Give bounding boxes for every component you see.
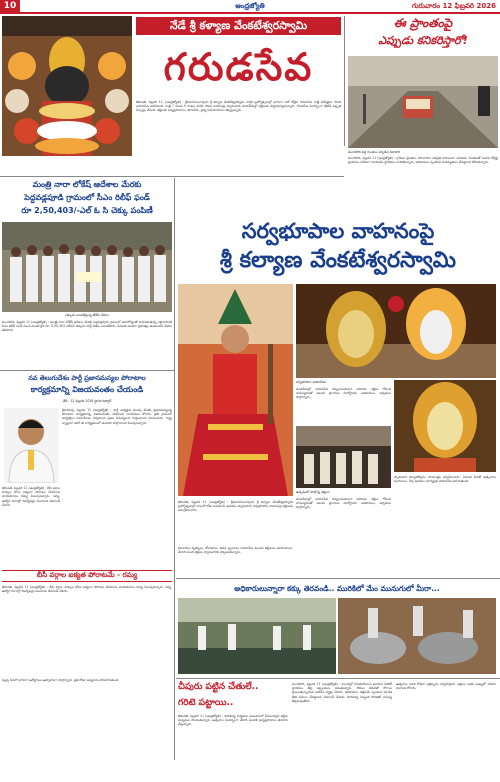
- road-photo: [348, 56, 498, 148]
- bc-body: శ్రీకాళహస్తి, ఫిబ్రవరి 11 (ఆంధ్రజ్యోతి) : పార్టీ అధ్యక్షుని పిలుపు మేరకు ప్రజాసమస్యలపై పోరాటాల కార్యక్రమాన్ని విజయవంతం చేయాలని నాయకులు కోరారు. ప్రతి గ్రామంలో కార్యకర్తలు సమావేశాలు నిర్వహించి ప్రజల సమస్యలను గుర్తించాలని సూచించారు. రాష్ట్ర వ్యాప్తంగా జరిగే ఈ కార్యక్రమంలో అందరూ పాల్గొనాలని పిలుపునిచ్చారు.: [62, 408, 172, 425]
- center-body: కళాకారుల నృత్యాలు, కోలాటాలు, భజన బృందాలు వాహనసేవ ముందు భక్తులను అలరించాయి. వేలాది మంది భక్తులు స్వామివారిని దర్శించుకున్నారు.: [178, 546, 293, 555]
- banner-line-2: శ్రీ కల్యాణ వేంకటేశ్వరస్వామి: [219, 248, 457, 273]
- right-body-3: మాడవీధుల్లో వాహనసేవ కన్నులపండువగా జరిగింది. భక్తుల గోవింద నామస్మరణతో ఆలయ ప్రాంగణం మార్మోగింది. అధికారులు, అర్చకులు పాల్గొన్నారు.: [296, 497, 391, 510]
- left-bottom-body: స్వచ్ఛ సేవలో భాగంగా ఉద్యోగులు ఉత్సాహంగా పాల్గొన్నారు. ప్రతి రోజూ అన్నదానం కొనసాగుతుంది.: [2, 678, 120, 682]
- bc-headline-2: కార్యక్రమాన్ని విజయవంతం చేయండి: [30, 385, 144, 394]
- banner-line-1: సర్వభూపాల వాహనంపై: [241, 219, 435, 243]
- bc-sub-body: తిరుపతి, ఫిబ్రవరి 11 (ఆంధ్రజ్యోతి) : బీసీ వర్గాల హక్కుల కోసం ఐక్యంగా పోరాటం చేయాలని నాయకురాలు రమ్య పిలుపునిచ్చారు. విద్య, ఉద్యోగ రంగాల్లో రిజర్వేషన్లు పెంచాలని డిమాండ్ చేశారు.: [2, 585, 172, 594]
- vahanam-photo: [296, 284, 496, 378]
- bc-body-continued: తిరుపతి, ఫిబ్రవరి 11 (ఆంధ్రజ్యోతి) : బీసీ వర్గాల హక్కుల కోసం ఐక్యంగా పోరాటం చేయాలని నాయకురాలు రమ్య పిలుపునిచ్చారు. విద్య, ఉద్యోగ రంగాల్లో రిజర్వేషన్లు పెంచాలని డిమాండ్ చేశారు.: [2, 486, 60, 507]
- side-body: మంగళగిరి, ఫిబ్రవరి 11 (ఆంధ్రజ్యోతి) : గ్రామీణ ప్రాంతాల రహదారుల పరిస్థితి దారుణంగా మారింది. గుంతలతో నిండిన రోడ్లపై ప్రయాణం నరకంగా మారిందని స్థానికులు వాపోతున్నారు. అధికారులు స్పందించి మరమ్మతులు చేపట్టాలని కోరుతున్నారు.: [348, 156, 498, 165]
- politician-photo: [4, 408, 59, 483]
- mla-body: మంగళగిరి, ఫిబ్రవరి 11 (ఆంధ్రజ్యోతి) : మంత్రి నారా లోకేష్ ఆదేశాల మేరకు పెద్దవడ్లపూడి గ్రామంలో అనారోగ్యంతో బాధపడుతున్న లబ్ధిదారునికి సీఎం రిలీఫ్ ఫండ్ నుంచి మంజూరైన రూ. 2,50,403 ఎల్ఓసీ చెక్కును పార్టీ నేతలు అందజేశారు. పేదలకు అండగా ప్రభుత్వం ఉంటుందని నేతలు తెలిపారు.: [2, 320, 172, 333]
- lead-body: తిరుపతి, ఫిబ్రవరి 11, (ఆంధ్రజ్యోతి) : శ్రీనివాసమంగాపురం శ్రీ కల్యాణ వేంకటేశ్వరస్వామి వార్షిక బ్రహ్మోత్సవాల్లో భాగంగా ఐదో రోజైన గురువారం రాత్రి విశేషమైన గరుడ వాహనసేవ జరగనుంది. రాత్రి 7 నుంచి 9 గంటల వరకు గరుడ వాహనంపై స్వామివారు మాడవీధుల్లో భక్తులకు దర్శనమివ్వనున్నారు. గరుడసేవ సందర్భంగా టీటీడీ విస్తృత ఏర్పాట్లు చేసింది. భక్తులకు అన్నప్రసాదాలు, తాగునీరు, వైద్య సదుపాయాలు కల్పిస్తున్నారు.: [136, 100, 341, 113]
- bc-sub-head: బీసీ వర్గాల ఐక్యత పోరాటమే - రమ్య: [2, 570, 172, 582]
- side-headline-2: ఎప్పుడు కనికరిస్తారో!: [378, 34, 468, 47]
- deity-photo-garuda: [2, 16, 132, 156]
- bottom-col3: ఉత్సవాల చివరి రోజున చక్రస్నానం నిర్వహిస్తారు. భక్తులు అధిక సంఖ్యలో హాజరు కావాలని కోరారు.: [396, 682, 496, 691]
- kitchen-photo: [338, 598, 496, 674]
- cheque-caption: చెక్కును అందజేస్తున్న టీడీపీ నేతలు: [65, 313, 109, 317]
- kitchen-illustration: [338, 598, 496, 674]
- bottom-head-2: గరిటె పట్టాయి..: [178, 698, 234, 708]
- politician-illustration: [4, 408, 59, 483]
- drain-photo: [178, 598, 336, 674]
- page-header: [0, 0, 500, 14]
- dancer-photo: [178, 284, 293, 496]
- mla-headline-1: మంత్రి నారా లోకేష్ ఆదేశాల మేరకు: [32, 180, 142, 189]
- right-body-2: స్వామివారి కల్యాణోత్సవం సాయంత్రం నిర్వహించారు. ఏకాంత సేవతో ఉత్సవాలు ముగిశాయి. రేపు ఉదయం సూర్యప్రభ వాహనసేవ జరుగుతుంది.: [394, 475, 496, 484]
- crowd-caption: ఉత్సవంలో పాల్గొన్న భక్తులు: [296, 490, 330, 494]
- deity-closeup-photo: [394, 380, 496, 472]
- cheque-photo: [2, 222, 172, 312]
- side-headline-1: ఈ ప్రాంతంపై: [393, 16, 453, 30]
- bottom-body: తిరుపతి, ఫిబ్రవరి 11 (ఆంధ్రజ్యోతి) : పారిశుధ్య కార్మికులు వంటశాలలో సేవలందిస్తూ భక్తుల మన్ననలు పొందుతున్నారు. ఉత్సవాల సందర్భంగా వేలాది మందికి అన్నప్రసాదాలు తయారు చేస్తున్నారు.: [178, 714, 288, 727]
- bc-headline-1: నవ తెలుగుదేశం పార్టీ ప్రజాసమస్యల పోరాటాల: [28, 374, 146, 382]
- vahanam-illustration: [296, 284, 496, 378]
- crowd-photo: [296, 426, 391, 488]
- road-illustration: [348, 56, 498, 148]
- right-body-1: మాడవీధుల్లో వాహనసేవ కన్నులపండువగా జరిగింది. భక్తుల గోవింద నామస్మరణతో ఆలయ ప్రాంగణం మార్మోగింది. అధికారులు, అర్చకులు పాల్గొన్నారు.: [296, 387, 391, 400]
- lead-kicker: నేడే శ్రీ కళ్యాణ వేంకటేశ్వరస్వామి: [136, 17, 341, 35]
- lead-headline: గరుడసేవ: [163, 45, 314, 89]
- center-caption: తిరుపతి, ఫిబ్రవరి 11 (ఆంధ్రజ్యోతి) : శ్రీనివాసమంగాపురం శ్రీ కల్యాణ వేంకటేశ్వరస్వామి బ్రహ్మోత్సవాల్లో నాలుగో రోజు బుధవారం ఉదయం స్వామివారు సర్వభూపాల వాహనంపై భక్తులను అనుగ్రహించారు.: [178, 500, 293, 513]
- river-headline: అధికారులున్నారా కక్కు తెరవండి.. మురికిలో మేం మునుగులో మీరా...: [234, 584, 440, 593]
- crowd-illustration: [296, 426, 391, 488]
- bc-byline: తేదీ : 12 ఫిబ్రవరి 2026 స్థానిక రిపోర్టర్: [62, 399, 112, 403]
- mla-headline-3: రూ 2,50,403/-ఎల్ ఓ సి చెక్కు పంపిణీ: [21, 206, 153, 215]
- vahanam-caption: సర్వభూపాల వాహనసేవ: [296, 380, 326, 384]
- bottom-col2: మంగళగిరి, ఫిబ్రవరి 11 (ఆంధ్రజ్యోతి) : కాలువల్లో పేరుకుపోయిన మురుగు నీటితో స్థానికులు తీవ్ర ఇబ్బందులు పడుతున్నారు. దోమల బెడదతో రోగాలు ప్రబలుతున్నాయని ఆవేదన వ్యక్తం చేశారు. అధికారులు తక్షణమే స్పందించి పూడిక తీత పనులు చేపట్టాలని డిమాండ్ చేశారు. పారిశుధ్య సిబ్బంది కొరతతో సమస్య తీవ్రమవుతోంది.: [292, 682, 392, 703]
- dateline: గురువారం 12 ఫిబ్రవరి 2026: [411, 2, 496, 10]
- drain-illustration: [178, 598, 336, 674]
- masthead-logo: ఆంధ్రజ్యోతి: [235, 2, 265, 10]
- group-photo-illustration: [2, 222, 172, 312]
- bottom-head-1: చీపురు పట్టిన చేతులే..: [178, 682, 259, 692]
- mla-headline-2: పెద్దవడ్లపూడి గ్రామంలో సీఎం రిలీఫ్ ఫండ్: [24, 193, 150, 202]
- page-number: 10: [0, 0, 20, 12]
- dancer-illustration: [178, 284, 293, 496]
- deity-illustration: [2, 16, 132, 156]
- deity-closeup-illustration: [394, 380, 496, 472]
- road-caption: మంగళగిరి వద్ద గుంతలు ఏర్పడిన రహదారి: [348, 150, 401, 154]
